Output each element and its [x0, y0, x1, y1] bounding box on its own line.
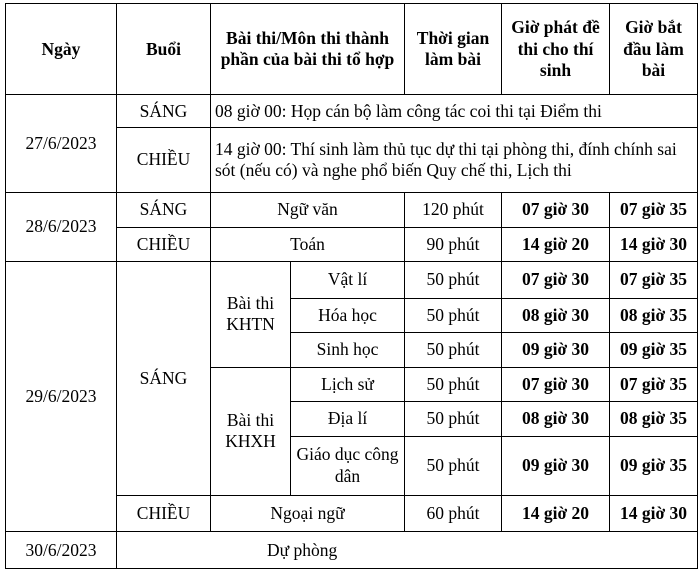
table-row: [6, 193, 698, 228]
release-time-cell: 09 giờ 30: [502, 333, 610, 368]
header-giophat: Giờ phát đề thi cho thí sinh: [502, 4, 610, 95]
table-row: [6, 262, 698, 299]
release-time-cell: 08 giờ 30: [502, 402, 610, 437]
date-cell: 28/6/2023: [6, 193, 117, 262]
duration-cell: 60 phút: [405, 495, 502, 532]
start-time-cell: 14 giờ 30: [610, 227, 698, 262]
session-cell: SÁNG: [117, 193, 211, 228]
release-time-cell: 14 giờ 20: [502, 227, 610, 262]
release-time-cell: 09 giờ 30: [502, 436, 610, 495]
exam-schedule-table: [5, 3, 698, 569]
subject-cell: Toán: [211, 227, 405, 262]
duration-cell: 50 phút: [405, 436, 502, 495]
header-giobatdau: Giờ bắt đầu làm bài: [610, 4, 698, 95]
note-cell: Dự phòng: [117, 532, 698, 569]
subject-cell: Vật lí: [291, 262, 405, 299]
release-time-cell: 07 giờ 30: [502, 262, 610, 299]
release-time-cell: 14 giờ 20: [502, 495, 610, 532]
header-ngay: Ngày: [6, 4, 117, 95]
start-time-cell: 08 giờ 35: [610, 298, 698, 333]
note-cell: 14 giờ 00: Thí sinh làm thủ tục dự thi tại phòng thi, đính chính sai sót (nếu có) và nghe phổ biến Quy chế thi, Lịch thi: [211, 127, 698, 192]
session-cell: CHIỀU: [117, 127, 211, 192]
session-cell: CHIỀU: [117, 227, 211, 262]
group-cell-khxh: Bài thi KHXH: [211, 367, 291, 495]
start-time-cell: 07 giờ 35: [610, 193, 698, 228]
date-cell: 27/6/2023: [6, 95, 117, 193]
header-thoigian: Thời gian làm bài: [405, 4, 502, 95]
duration-cell: 50 phút: [405, 298, 502, 333]
subject-cell: Ngữ văn: [211, 193, 405, 228]
release-time-cell: 07 giờ 30: [502, 367, 610, 402]
subject-cell: Sinh học: [291, 333, 405, 368]
start-time-cell: 14 giờ 30: [610, 495, 698, 532]
release-time-cell: 07 giờ 30: [502, 193, 610, 228]
start-time-cell: 07 giờ 35: [610, 367, 698, 402]
start-time-cell: 07 giờ 35: [610, 262, 698, 299]
start-time-cell: 09 giờ 35: [610, 333, 698, 368]
group-cell-khtn: Bài thi KHTN: [211, 262, 291, 368]
table-row: [6, 95, 698, 128]
subject-cell: Giáo dục công dân: [291, 436, 405, 495]
duration-cell: 90 phút: [405, 227, 502, 262]
duration-cell: 50 phút: [405, 333, 502, 368]
header-buoi: Buổi: [117, 4, 211, 95]
release-time-cell: 08 giờ 30: [502, 298, 610, 333]
start-time-cell: 09 giờ 35: [610, 436, 698, 495]
subject-cell: Lịch sử: [291, 367, 405, 402]
session-cell: CHIỀU: [117, 495, 211, 532]
duration-cell: 120 phút: [405, 193, 502, 228]
duration-cell: 50 phút: [405, 262, 502, 299]
subject-cell: Ngoại ngữ: [211, 495, 405, 532]
start-time-cell: 08 giờ 35: [610, 402, 698, 437]
duration-cell: 50 phút: [405, 367, 502, 402]
duration-cell: 50 phút: [405, 402, 502, 437]
header-row: [6, 4, 698, 95]
note-cell: 08 giờ 00: Họp cán bộ làm công tác coi thi tại Điểm thi: [211, 95, 698, 128]
session-cell: SÁNG: [117, 95, 211, 128]
table-row: [6, 532, 698, 569]
session-cell: SÁNG: [117, 262, 211, 496]
date-cell: 29/6/2023: [6, 262, 117, 532]
date-cell: 30/6/2023: [6, 532, 117, 569]
subject-cell: Hóa học: [291, 298, 405, 333]
subject-cell: Địa lí: [291, 402, 405, 437]
header-mon: Bài thi/Môn thi thành phần của bài thi tổ hợp: [211, 4, 405, 95]
